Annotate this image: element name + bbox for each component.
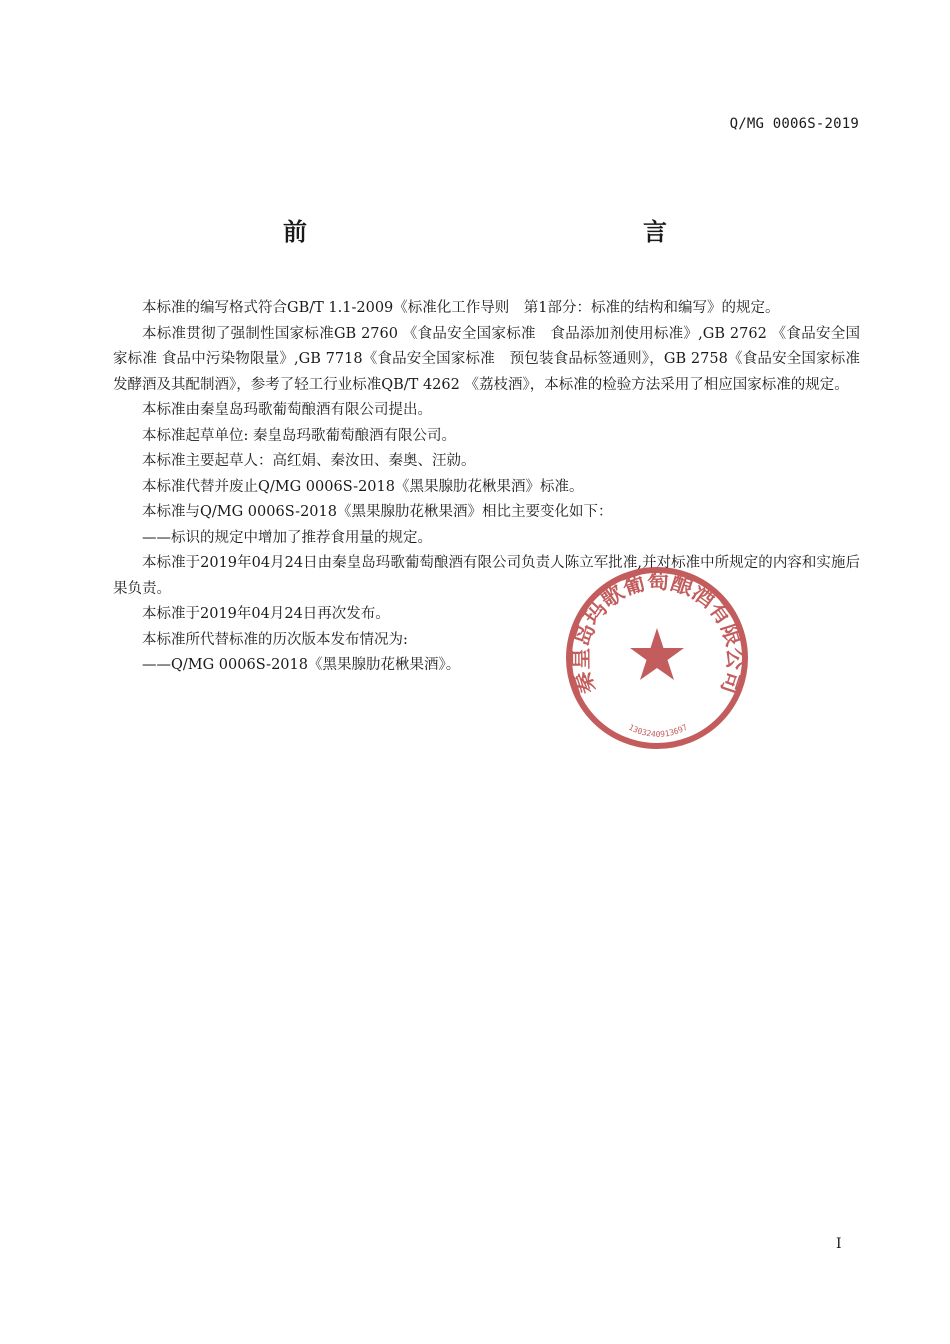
- paragraph: 本标准于2019年04月24日再次发布。: [142, 606, 390, 622]
- document-code: Q/MG 0006S-2019: [729, 116, 859, 132]
- paragraph: 本标准由秦皇岛玛歌葡萄酿酒有限公司提出。: [142, 402, 432, 418]
- paragraph: 本标准所代替标准的历次版本发布情况为:: [142, 631, 408, 648]
- seal-number: [627, 723, 689, 739]
- paragraph: ——Q/MG 0006S-2018《黑果腺肋花楸果酒》。: [142, 657, 461, 673]
- paragraph: 本标准起草单位: 秦皇岛玛歌葡萄酿酒有限公司。: [142, 427, 456, 444]
- page-title: 前 言: [283, 218, 763, 246]
- paragraph: 本标准贯彻了强制性国家标准GB 2760 《食品安全国家标准 食品添加剂使用标准》,GB 2762 《食品安全国家标准 食品中污染物限量》,GB 7718《食品安全国家标准 预包装食品标签通则》，GB 2758《食品安全国家标准 发酵酒及其配制酒》，参考了轻工行业标准QB/T 4262 《荔枝酒》，本标准的检验方法采用了相应国家标准的规定。: [113, 325, 875, 393]
- paragraph: 本标准于2019年04月24日由秦皇岛玛歌葡萄酿酒有限公司负责人陈立军批准,并对标准中所规定的内容和实施后果负责。: [113, 555, 860, 597]
- paragraph: 本标准的编写格式符合GB/T 1.1-2009《标准化工作导则 第1部分：标准的结构和编写》的规定。: [142, 300, 780, 316]
- company-seal-stamp: [562, 553, 752, 753]
- paragraph: 本标准与Q/MG 0006S-2018《黑果腺肋花楸果酒》相比主要变化如下：: [142, 504, 613, 520]
- paragraph: 本标准主要起草人：高红娟、秦汝田、秦奥、汪勍。: [142, 453, 476, 469]
- seal-text-path: 秦皇岛玛歌葡萄酿酒有限公司: [568, 569, 748, 697]
- seal-number-path: 1303240913697: [627, 722, 689, 739]
- page-number: I: [836, 1236, 842, 1252]
- seal-star-icon: [630, 628, 684, 680]
- paragraph: 本标准代替并废止Q/MG 0006S-2018《黑果腺肋花楸果酒》标准。: [142, 478, 584, 495]
- paragraph: ——标识的规定中增加了推荐食用量的规定。: [142, 529, 432, 546]
